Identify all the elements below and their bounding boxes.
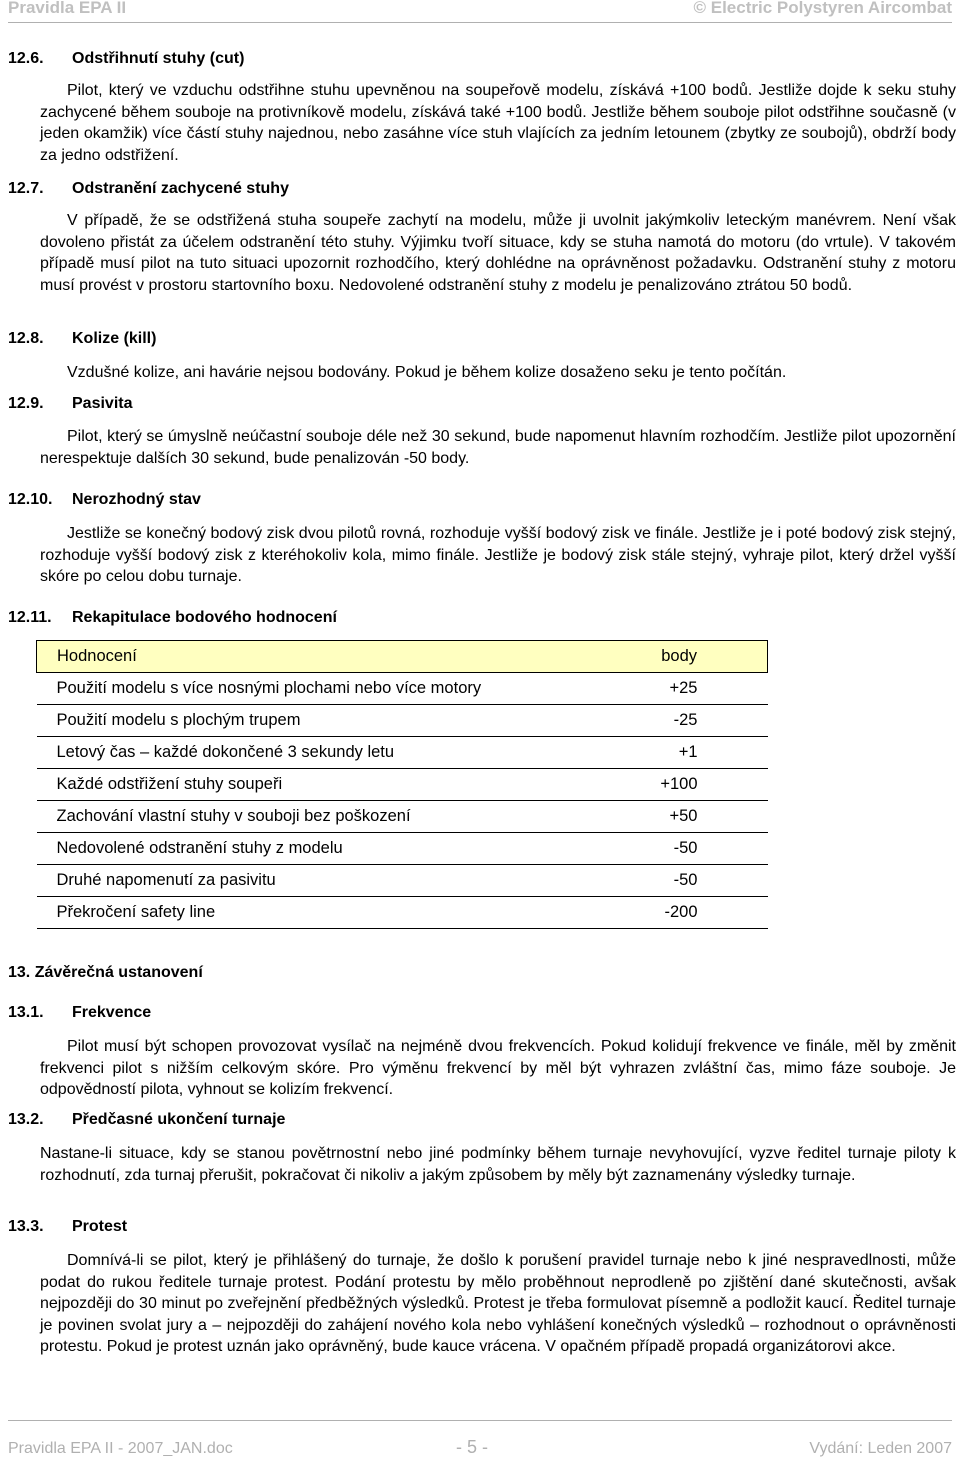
paragraph: Vzdušné kolize, ani havárie nejsou bodovány. Pokud je během kolize dosaženo seku je tento počítán. [67,364,787,381]
row-value: +1 [527,737,768,769]
section-heading-13-1 [8,1004,151,1022]
section-number: 13.1. [8,1004,44,1021]
section-number: 13.3. [8,1218,44,1235]
table-row [37,673,768,705]
row-label: Nedovolené odstranění stuhy z modelu [37,833,528,865]
section-number: 12.8. [8,330,44,347]
scoring-table [36,640,768,929]
section-heading-12-6 [8,50,244,68]
section-number: 12.10. [8,491,53,508]
table-row [37,865,768,897]
section-text-13-3 [40,1250,956,1358]
row-label: Použití modelu s více nosnými plochami nebo více motory [37,673,528,705]
row-value: -25 [527,705,768,737]
row-value: +100 [527,769,768,801]
section-number: 12.7. [8,180,44,197]
footer-filename: Pravidla EPA II - 2007_JAN.doc [8,1440,233,1457]
table-row [37,769,768,801]
section-number: 12.9. [8,395,44,412]
section-title: Protest [72,1218,128,1235]
section-text-12-7 [40,210,956,296]
paragraph: Pilot musí být schopen provozovat vysílač na nejméně dvou frekvencích. Pokud kolidují frekvence ve finále, měl by změnit frekvenci pilot s nižším celkovým skóre. Pro výměnu frekvencí by měl být vyhrazen zvláštní čas, mimo fáze souboje. Je odpovědností pilota, vyhnout se kolizím frekvencí. [40,1038,956,1099]
section-heading-12-8 [8,330,156,348]
section-text-12-8 [40,362,956,384]
table-header-row [37,641,768,673]
footer-divider [8,1420,952,1421]
section-heading-13-3 [8,1218,127,1236]
section-text-12-6 [40,80,956,166]
section-title: Pasivita [72,395,133,412]
section-heading-13-2 [8,1111,285,1129]
row-value: -50 [527,865,768,897]
row-label: Překročení safety line [37,897,528,929]
paragraph: Pilot, který ve vzduchu odstřihne stuhu upevněnou na soupeřově modelu, získává +100 bodů. Jestliže dojde k seku stuhy zachycené během souboje na protivníkově modelu, získává také +100 bodů. Jestliže během souboje pilot odstřihne současně (v jeden okamžik) více částí stuhy najednou, nebo zasáhne více stuh vlajících za jedním letounem (zbytky ze soubojů), obdrží body za jedno odstřižení. [40,82,956,164]
paragraph: Pilot, který se úmyslně neúčastní souboje déle než 30 sekund, bude napomenut hlavním rozhodčím. Jestliže pilot upozornění nerespektuje dalších 30 sekund, bude penalizován -50 body. [40,428,956,467]
section-number: 12.11. [8,609,52,626]
row-value: -200 [527,897,768,929]
paragraph: Jestliže se konečný bodový zisk dvou pilotů rovná, rozhoduje vyšší bodový zisk ve finále. Jestliže je i poté bodový zisk stejný, rozhoduje vyšší bodový zisk z kteréhokoliv kola, mimo finále. Jestliže je bodový zisk stále stejný, vyhraje pilot, který držel vyšší skóre po celou dobu turnaje. [40,525,956,586]
section-number: 13.2. [8,1111,44,1128]
paragraph: V případě, že se odstřižená stuha soupeře zachytí na modelu, může ji uvolnit jakýmkoliv leteckým manévrem. Není však dovoleno přistát za účelem odstranění této stuhy. Výjimku tvoří situace, kdy se stuha namotá do motoru (do vrtule). V takovém případě musí pilot na tuto situaci upozornit rozhodčího, který dohlédne na oprávněnost požadavku. Odstranění stuhy z motoru musí provést v prostoru startovního boxu. Nedovolené odstranění stuhy z modelu je penalizováno ztrátou 50 bodů. [40,212,956,294]
header-title: Pravidla EPA II [8,0,127,17]
row-label: Zachování vlastní stuhy v souboji bez poškození [37,801,528,833]
section-heading-12-11 [8,609,337,627]
header-copyright: © Electric Polystyren Aircombat [693,0,952,17]
section-heading-12-7 [8,180,289,198]
row-label: Letový čas – každé dokončené 3 sekundy letu [37,737,528,769]
header-divider [8,22,952,23]
section-title: Odstranění zachycené stuhy [72,180,289,197]
row-value: +25 [527,673,768,705]
section-heading-12-9 [8,395,132,413]
table-row [37,833,768,865]
section-text-12-9 [40,426,956,469]
section-title: Kolize (kill) [72,330,157,347]
row-label: Použití modelu s plochým trupem [37,705,528,737]
paragraph: Domnívá-li se pilot, který je přihlášený do turnaje, že došlo k porušení pravidel turnaje nebo k jiné nespravedlnosti, může podat do rukou ředitele turnaje protest. Podání protestu by mělo proběhnout neprodleně po zjištění dané skutečnosti, avšak nejpozději do 30 minut po zveřejnění předběžných výsledků. Protest je třeba formulovat písemně a podložit kaucí. Ředitel turnaje je povinen svolat jury a – nejpozději do zahájení nového kola nebo vyhlášení konečných výsledků – rozhodnout o oprávněnosti protestu. Pokud je protest uznán jako oprávněný, bude kauce vrácena. V opačném případě propadá organizátorovi akce. [40,1252,956,1356]
row-label: Druhé napomenutí za pasivitu [37,865,528,897]
chapter-heading-13 [8,964,203,982]
section-title: Rekapitulace bodového hodnocení [72,609,337,626]
table-row [37,897,768,929]
chapter-title: 13. Závěrečná ustanovení [8,964,203,981]
section-title: Frekvence [72,1004,152,1021]
row-label: Každé odstřižení stuhy soupeři [37,769,528,801]
page-number: - 5 - [456,1437,489,1457]
column-header-rating: Hodnocení [37,641,528,673]
section-title: Nerozhodný stav [72,491,201,508]
table-row [37,705,768,737]
footer-edition: Vydání: Leden 2007 [809,1440,952,1457]
paragraph: Nastane-li situace, kdy se stanou povětrnostní nebo jiné podmínky během turnaje nevyhovující, vyzve ředitel turnaje piloty k rozhodnutí, zda turnaj přerušit, pokračovat či nikoliv a jakým způsobem by měly být zaznamenány výsledky turnaje. [40,1145,956,1184]
table-row [37,737,768,769]
section-number: 12.6. [8,50,44,67]
row-value: +50 [527,801,768,833]
section-heading-12-10 [8,491,201,509]
page-header [0,0,960,22]
section-title: Odstřihnutí stuhy (cut) [72,50,245,67]
section-text-13-2 [40,1143,956,1186]
row-value: -50 [527,833,768,865]
section-text-13-1 [40,1036,956,1101]
table-row [37,801,768,833]
section-title: Předčasné ukončení turnaje [72,1111,286,1128]
column-header-points: body [527,641,768,673]
section-text-12-10 [40,523,956,588]
